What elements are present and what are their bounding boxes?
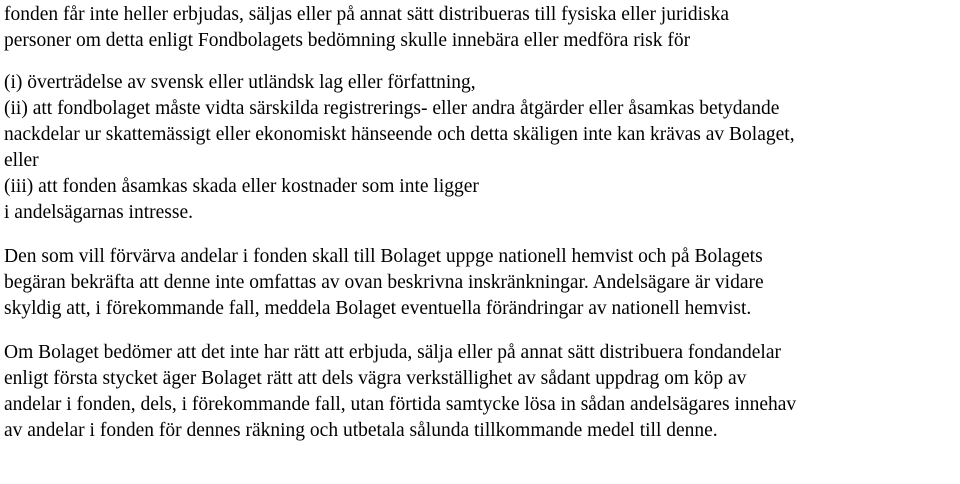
text-line: Om Bolaget bedömer att det inte har rätt att erbjuda, sälja eller på annat sätt distribuera fondandelar — [4, 342, 781, 363]
text-line: enligt första stycket äger Bolaget rätt att dels vägra verkställighet av sådant uppdrag om köp av — [4, 368, 747, 389]
document-page — [4, 2, 956, 444]
text-line: andelar i fonden, dels, i förekommande fall, utan förtida samtycke lösa in sådan andelsägares innehav — [4, 394, 797, 415]
text-line: begäran bekräfta att denne inte omfattas av ovan beskrivna inskränkningar. Andelsägare är vidare — [4, 272, 764, 293]
text-line: personer om detta enligt Fondbolagets bedömning skulle innebära eller medföra risk för — [4, 30, 691, 51]
list-item: (ii) att fondbolaget måste vidta särskilda registrerings- eller andra åtgärder eller åsamkas betydande — [4, 98, 780, 119]
text-line: av andelar i fonden för dennes räkning och utbetala sålunda tillkommande medel till denne. — [4, 420, 718, 441]
text-line: skyldig att, i förekommande fall, meddela Bolaget eventuella förändringar av nationell hemvist. — [4, 298, 752, 319]
risk-list — [4, 70, 956, 226]
list-item: (iii) att fonden åsamkas skada eller kostnader som inte ligger — [4, 176, 479, 197]
paragraph-restrictions-intro — [4, 2, 956, 54]
list-item: (i) överträdelse av svensk eller utländsk lag eller författning, — [4, 72, 476, 93]
paragraph-company-rights — [4, 340, 956, 444]
list-item: i andelsägarnas intresse. — [4, 202, 193, 223]
text-line: fonden får inte heller erbjudas, säljas eller på annat sätt distribueras till fysiska eller juridiska — [4, 4, 730, 25]
paragraph-national-residence — [4, 244, 956, 322]
list-item: eller — [4, 150, 39, 171]
list-item: nackdelar ur skattemässigt eller ekonomiskt hänseende och detta skäligen inte kan krävas av Bolaget, — [4, 124, 795, 145]
text-line: Den som vill förvärva andelar i fonden skall till Bolaget uppge nationell hemvist och på Bolagets — [4, 246, 763, 267]
